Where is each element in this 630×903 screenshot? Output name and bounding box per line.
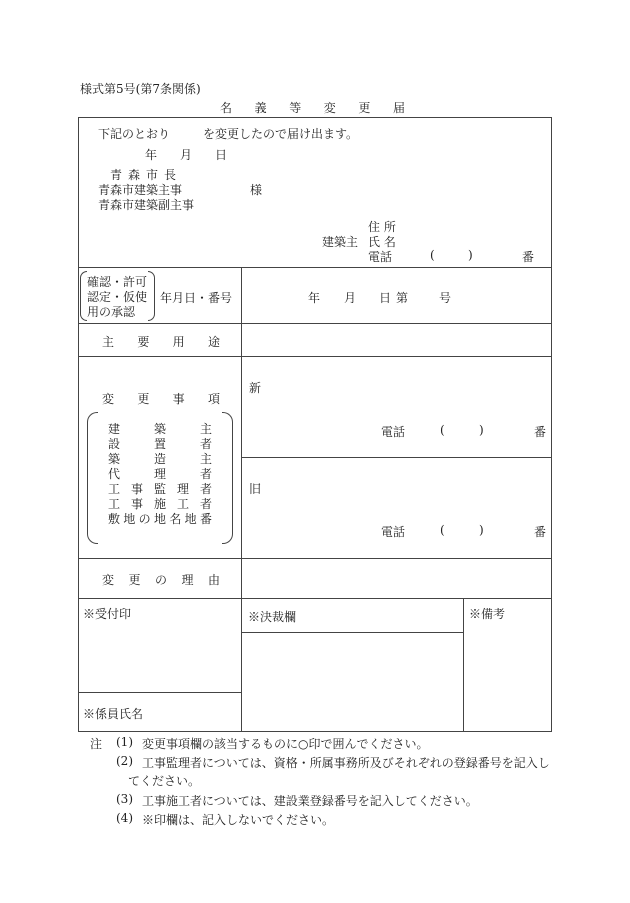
- row-char: 地: [153, 512, 166, 526]
- old-phone-open: (: [440, 523, 445, 537]
- mayor-char: 森: [127, 168, 140, 182]
- row-divider: [78, 598, 552, 599]
- row-char: 設: [108, 437, 121, 451]
- date-day: 日: [215, 148, 228, 162]
- row-divider: [78, 558, 552, 559]
- addressee-official1: 青森市建築主事: [98, 183, 183, 197]
- row-char: 工: [108, 482, 121, 496]
- row-char: 者: [199, 497, 212, 511]
- date-year: 年: [145, 148, 158, 162]
- title-char: 義: [254, 101, 267, 115]
- addressee-official2: 青森市建築副主事: [98, 198, 195, 212]
- row-char: 置: [153, 437, 166, 451]
- title-char: 届: [392, 101, 405, 115]
- applicant-phone-open: (: [430, 248, 435, 262]
- new-phone-suffix: 番: [534, 425, 547, 439]
- note-number: (4): [116, 811, 133, 825]
- remarks-label: ※備考: [469, 607, 506, 621]
- reason-char: 更: [128, 573, 141, 587]
- old-phone-label: 電話: [381, 525, 406, 539]
- heading-char: 項: [207, 392, 220, 406]
- intro-tail: を変更したので届け出ます。: [203, 127, 359, 141]
- row-char: 者: [199, 467, 212, 481]
- row-divider: [78, 356, 552, 357]
- row-char: 主: [199, 422, 212, 436]
- row-char: 理: [153, 467, 166, 481]
- note-text: 工事監理者については、資格・所属事務所及びそれぞれの登録番号を記入し: [142, 756, 550, 770]
- new-phone-label: 電話: [381, 425, 406, 439]
- title-char: 名: [220, 101, 233, 115]
- date-month: 月: [180, 148, 193, 162]
- row-char: 地: [123, 512, 136, 526]
- main-use-char: 用: [172, 335, 185, 349]
- applicant-role: 建築主: [322, 235, 359, 249]
- note-text: ※印欄は、記入しないでください。: [142, 813, 335, 827]
- new-phone-open: (: [440, 423, 445, 437]
- old-phone-suffix: 番: [534, 525, 547, 539]
- row-divider: [78, 267, 552, 268]
- approval-label: 年月日・番号: [160, 291, 233, 305]
- row-divider: [241, 632, 463, 633]
- row-char: 施: [153, 497, 166, 511]
- applicant-phone-close: ): [468, 248, 473, 262]
- staff-name-label: ※係員氏名: [83, 707, 144, 721]
- approval-line: [87, 303, 147, 320]
- note-number: (1): [116, 735, 133, 749]
- reason-char: 由: [207, 573, 220, 587]
- main-use-char: 要: [137, 335, 150, 349]
- change-item-row: [108, 510, 212, 527]
- applicant-phone-suffix: 番: [522, 250, 535, 264]
- title-char: 更: [358, 101, 371, 115]
- approval-no: 第: [396, 291, 409, 305]
- addressee-honorific: 様: [250, 183, 263, 197]
- column-divider: [463, 598, 464, 732]
- note-text: 変更事項欄の該当するものに○印で囲んでください。: [142, 737, 429, 751]
- row-char: 工: [108, 497, 121, 511]
- new-phone-close: ): [479, 423, 484, 437]
- row-char: の: [138, 512, 151, 526]
- receipt-stamp-label: ※受付印: [83, 607, 132, 621]
- heading-char: 事: [172, 392, 185, 406]
- note-number: (3): [116, 792, 133, 806]
- reason-label: [102, 571, 220, 588]
- note-text: 工事施工者については、建設業登録番号を記入してください。: [142, 794, 478, 808]
- approval-bracket-left: [80, 271, 87, 321]
- new-label: 新: [249, 381, 262, 395]
- row-char: 事: [130, 497, 143, 511]
- row-char: 工: [176, 497, 189, 511]
- approval-month: 月: [344, 291, 357, 305]
- row-char: 主: [199, 452, 212, 466]
- reason-char: 理: [181, 573, 194, 587]
- row-char: 築: [153, 422, 166, 436]
- change-items-heading: [102, 390, 220, 407]
- change-items-brace-right: [222, 412, 233, 544]
- row-char: 事: [130, 482, 143, 496]
- row-divider: [241, 457, 552, 458]
- row-char: 敷: [108, 512, 121, 526]
- reason-char: 変: [102, 573, 115, 587]
- row-char: 監: [153, 482, 166, 496]
- main-use-char: 主: [102, 335, 115, 349]
- approval-line: 確認・許可: [87, 275, 148, 289]
- row-divider: [78, 692, 241, 693]
- title-char: 等: [289, 101, 302, 115]
- row-char: 番: [199, 512, 212, 526]
- title-char: 変: [323, 101, 336, 115]
- mayor-char: 青: [110, 168, 123, 182]
- approval-day: 日: [379, 291, 392, 305]
- main-use-label: [102, 333, 220, 350]
- old-label: 旧: [249, 482, 262, 496]
- row-char: 名: [169, 512, 182, 526]
- heading-char: 更: [137, 392, 150, 406]
- approval-go: 号: [439, 291, 452, 305]
- approval-bracket-right: [148, 271, 155, 321]
- row-char: 造: [153, 452, 166, 466]
- notes-prefix: 注: [90, 737, 103, 751]
- heading-char: 変: [102, 392, 115, 406]
- row-char: 築: [108, 452, 121, 466]
- row-char: 地: [184, 512, 197, 526]
- decision-label: ※決裁欄: [248, 610, 297, 624]
- approval-year: 年: [308, 291, 321, 305]
- applicant-address-label: 住 所: [368, 220, 396, 234]
- row-char: 理: [176, 482, 189, 496]
- mayor-char: 市: [145, 168, 158, 182]
- row-char: 者: [199, 437, 212, 451]
- note-number: (2): [116, 754, 133, 768]
- approval-line-text: 用の承認: [87, 305, 136, 319]
- change-items-brace-left: [87, 412, 98, 544]
- form-number: 様式第5号(第7条関係): [80, 82, 201, 96]
- column-divider: [241, 267, 242, 732]
- form-title: [220, 99, 405, 116]
- applicant-name-label: 氏 名: [368, 235, 396, 249]
- row-char: 者: [199, 482, 212, 496]
- mayor-char: 長: [163, 168, 176, 182]
- approval-line: 認定・仮使: [87, 290, 148, 304]
- applicant-phone-label: 電話: [368, 250, 393, 264]
- reason-char: の: [154, 573, 167, 587]
- intro-lead: 下記のとおり: [98, 127, 171, 141]
- row-divider: [78, 323, 552, 324]
- main-use-char: 途: [207, 335, 220, 349]
- note-text-continued: てください。: [128, 774, 201, 788]
- row-char: 建: [108, 422, 121, 436]
- old-phone-close: ): [479, 523, 484, 537]
- row-char: 代: [108, 467, 121, 481]
